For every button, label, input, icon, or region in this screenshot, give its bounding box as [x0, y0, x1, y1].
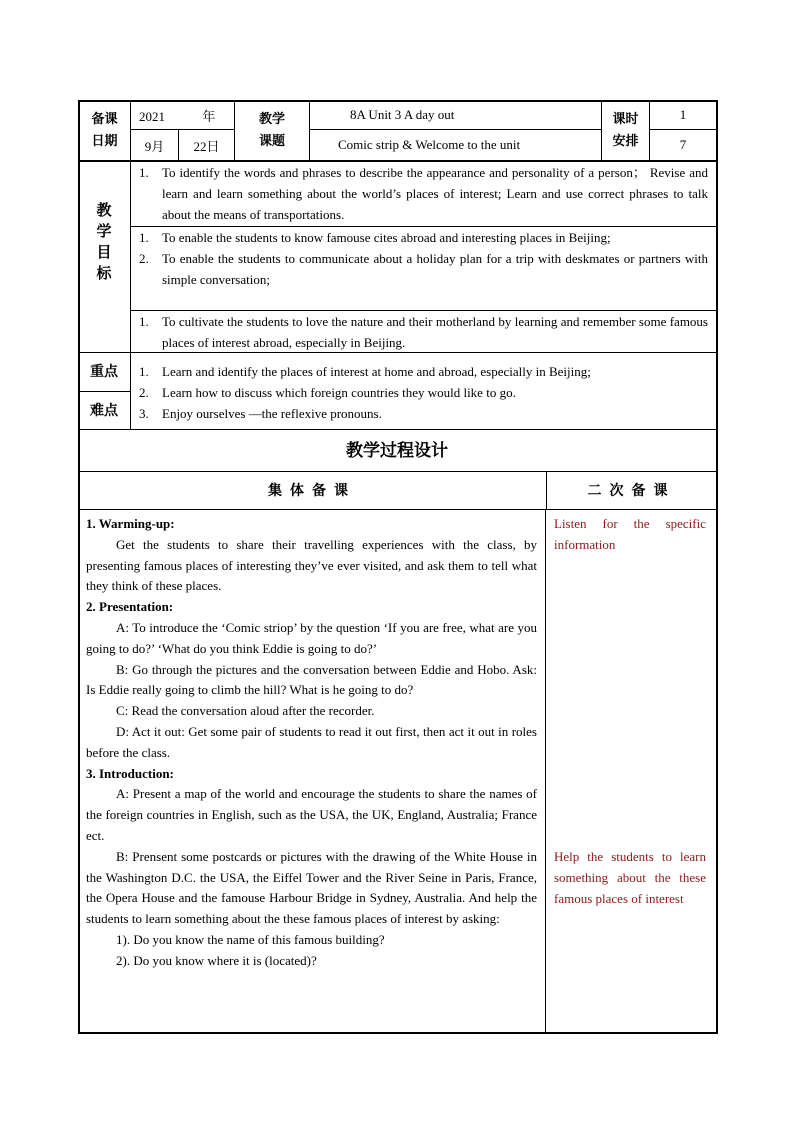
goal-item: 1. To enable the students to know famouse cites abroad and interesting places in Beijing; — [139, 230, 611, 245]
key-point-item: 2. Learn how to discuss which foreign countries they would like to go. — [139, 385, 516, 400]
date-label: 备课日期 — [79, 101, 131, 161]
difficult-label: 难点 — [90, 403, 118, 419]
collective-plan — [78, 510, 546, 1033]
process-title: 教学过程设计 — [78, 429, 716, 472]
key-label: 重点 — [78, 353, 130, 392]
goal-knowledge — [131, 162, 716, 226]
warmup-text: Get the students to share their travelling experiences with the class, by presenting famous places of interesting they’ve ever visited, and ask them to tell what they think of these places. — [86, 536, 537, 594]
presentation-b: B: Go through the pictures and the conversation between Eddie and Hobo. Ask: Is Eddie really going to climb the hill? What is he going to do? — [86, 661, 537, 698]
goal-item: 1. To cultivate the students to love the nature and their motherland by learning and remember some famous places of interest abroad, especially in Beijing. — [139, 314, 708, 350]
presentation-heading: 2. Presentation: — [86, 599, 174, 615]
key-label-col — [78, 353, 131, 430]
goals-label-col — [78, 162, 131, 353]
introduction-q2: 2). Do you know where it is (located)? — [116, 952, 317, 968]
process-body — [78, 509, 716, 1033]
header-table — [78, 100, 717, 161]
goal-item: 2. To enable the students to communicate about a holiday plan for a trip with deskmates or partners with simple conversation; — [139, 251, 708, 287]
goal-item: 1. To identify the words and phrases to describe the appearance and personality of a person； Revise and learn and learn something about the world’s places of interest; Learn and use correct phrases to talk about the means of transportations. — [139, 165, 708, 222]
key-points-section — [78, 352, 716, 430]
secondary-plan — [547, 510, 716, 1033]
lesson-plan-page — [78, 100, 716, 1032]
goals-label: 教学目标 — [96, 201, 112, 282]
goal-emotion — [131, 310, 716, 354]
goal-ability — [131, 226, 716, 311]
year-unit: 年 — [202, 108, 216, 124]
col-head-collective: 集体备课 — [78, 472, 547, 510]
unit-subtitle: Comic strip & Welcome to the unit — [310, 130, 602, 161]
unit-title: 8A Unit 3 A day out — [310, 101, 602, 130]
key-point-item: 1. Learn and identify the places of interest at home and abroad, especially in Beijing; — [139, 364, 591, 379]
key-points-list — [131, 361, 716, 424]
note-help: Help the students to learn something about the these famous places of interest — [554, 849, 706, 906]
topic-label: 教学课题 — [235, 101, 310, 161]
key-point-item: 3. Enjoy ourselves —the reflexive pronouns. — [139, 406, 382, 421]
process-column-heads — [78, 471, 716, 510]
period-number: 7 — [650, 130, 717, 161]
col-head-secondary: 二次备课 — [587, 483, 676, 499]
introduction-heading: 3. Introduction: — [86, 765, 174, 781]
warmup-heading: 1. Warming-up: — [86, 516, 175, 531]
introduction-q1: 1). Do you know the name of this famous building? — [116, 931, 385, 947]
presentation-d: D: Act it out: Get some pair of students to read it out first, then act it out in roles before the class. — [86, 723, 537, 760]
introduction-b: B: Prensent some postcards or pictures with the drawing of the White House in the Washington D.C. the USA, the Eiffel Tower and the River Seine in Paris, France, the Opera House and the famouse Harbour Bridge in Sydney, Australia. And help the students to learn something about the these famous places of interest by asking: — [86, 848, 537, 927]
note-listen: Listen for the specific information — [554, 516, 706, 552]
goals-section — [78, 161, 716, 353]
presentation-c: C: Read the conversation aloud after the recorder. — [116, 703, 375, 719]
introduction-a: A: Present a map of the world and encourage the students to share the names of the foreign countries in English, such as the USA, the UK, England, Australia; France ect. — [86, 786, 537, 843]
year-value: 2021 — [139, 108, 165, 124]
month-value: 9月 — [131, 130, 179, 161]
year-cell — [131, 101, 235, 130]
period-label: 课时安排 — [602, 101, 650, 161]
period-count: 1 — [650, 101, 717, 130]
presentation-a: A: To introduce the ‘Comic striop’ by the question ‘If you are free, what are you going to do?’ ‘What do you think Eddie is going to do?’ — [86, 619, 537, 656]
day-value: 22日 — [179, 130, 235, 161]
